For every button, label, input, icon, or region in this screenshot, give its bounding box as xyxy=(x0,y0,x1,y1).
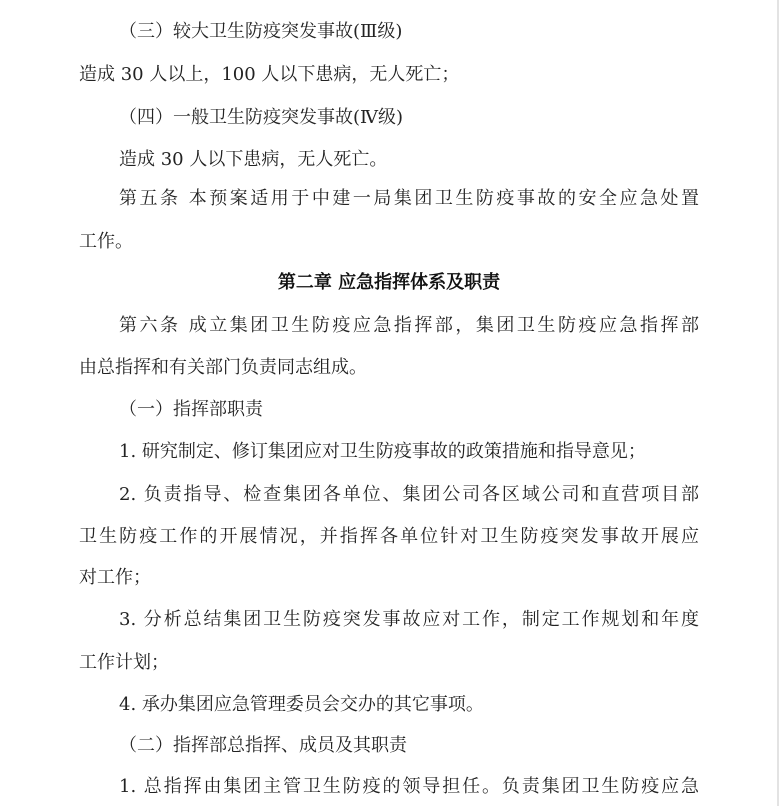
paragraph-line: （三）较大卫生防疫突发事故(Ⅲ级) xyxy=(119,21,403,42)
list-item: 4. 承办集团应急管理委员会交办的其它事项。 xyxy=(119,694,484,715)
paragraph-line: 造成 30 人以下患病，无人死亡。 xyxy=(119,149,388,170)
paragraph-line: 由总指挥和有关部门负责同志组成。 xyxy=(79,357,367,378)
paragraph-line: 工作。 xyxy=(79,231,133,252)
paragraph-line: 第六条 成立集团卫生防疫应急指挥部，集团卫生防疫应急指挥部 xyxy=(119,315,699,336)
list-item-continuation: 对工作； xyxy=(79,567,151,588)
document-body xyxy=(79,0,699,806)
section-heading: （一）指挥部职责 xyxy=(119,399,263,420)
paragraph-line: 造成 30 人以上，100 人以下患病，无人死亡； xyxy=(79,64,460,85)
chapter-heading: 第二章 应急指挥体系及职责 xyxy=(277,272,501,293)
paragraph-line: 第五条 本预案适用于中建一局集团卫生防疫事故的安全应急处置 xyxy=(119,188,699,209)
list-item-continuation: 卫生防疫工作的开展情况，并指挥各单位针对卫生防疫突发事故开展应 xyxy=(79,526,699,547)
list-item: 3. 分析总结集团卫生防疫突发事故应对工作，制定工作规划和年度 xyxy=(119,609,699,630)
paragraph-line: （四）一般卫生防疫突发事故(Ⅳ级) xyxy=(119,107,404,128)
list-item: 2. 负责指导、检查集团各单位、集团公司各区域公司和直营项目部 xyxy=(119,484,699,505)
list-item-continuation: 工作计划； xyxy=(79,652,169,673)
section-heading: （二）指挥部总指挥、成员及其职责 xyxy=(119,735,407,756)
list-item: 1. 总指挥由集团主管卫生防疫的领导担任。负责集团卫生防疫应急 xyxy=(119,776,699,797)
list-item: 1. 研究制定、修订集团应对卫生防疫事故的政策措施和指导意见； xyxy=(119,441,646,462)
